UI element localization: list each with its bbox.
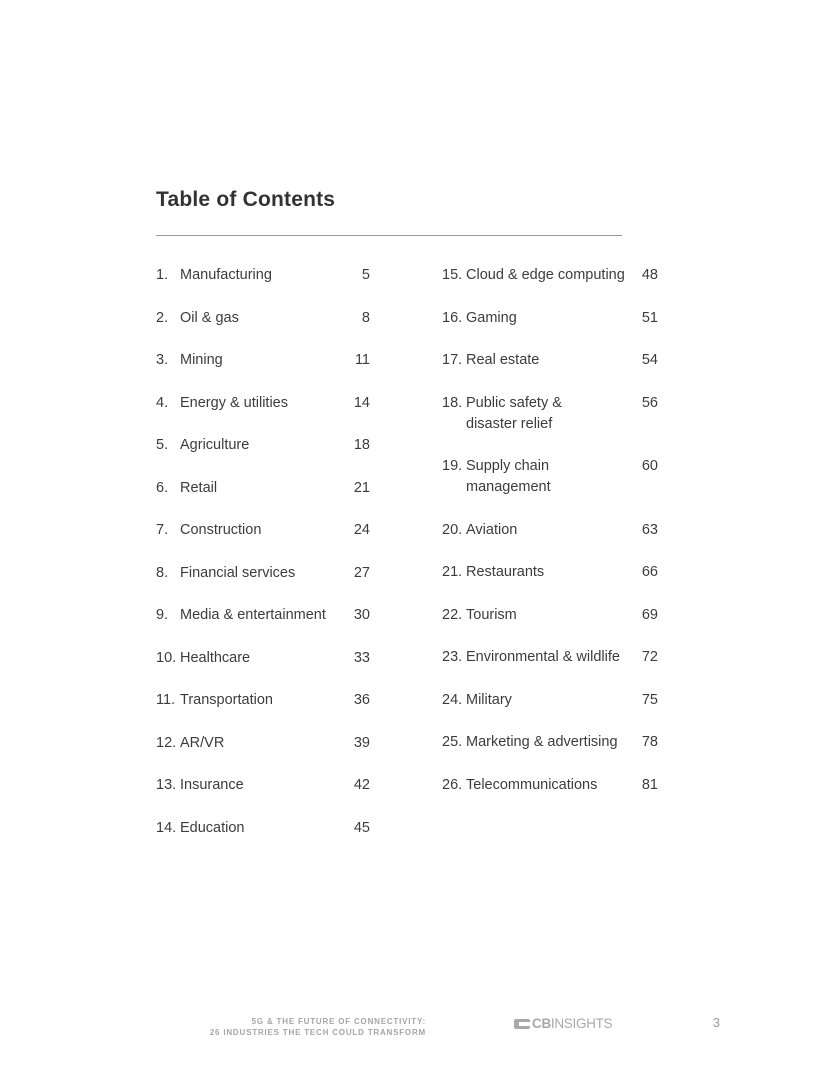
toc-entry-energy-utilities[interactable] bbox=[156, 393, 370, 435]
toc-entry-page: 36 bbox=[353, 692, 370, 708]
toc-entry-page: 42 bbox=[353, 777, 370, 793]
toc-entry-agriculture[interactable] bbox=[156, 435, 370, 478]
toc-entry-number: 19. bbox=[442, 458, 463, 474]
toc-entry-healthcare[interactable] bbox=[156, 648, 370, 690]
toc-entry-label: Retail bbox=[180, 480, 218, 496]
toc-entry-number: 11. bbox=[156, 692, 176, 708]
toc-entry-environmental-wildlife[interactable] bbox=[442, 647, 658, 690]
toc-entry-number: 9. bbox=[156, 607, 169, 623]
toc-entry-number: 3. bbox=[156, 352, 169, 368]
toc-entry-label: Insurance bbox=[180, 777, 244, 793]
toc-entry-label: Real estate bbox=[466, 352, 540, 368]
toc-entry-page: 45 bbox=[353, 820, 370, 836]
toc-entry-label: Restaurants bbox=[466, 564, 545, 580]
toc-entry-label: Gaming bbox=[466, 310, 517, 326]
toc-entry-page: 14 bbox=[353, 395, 370, 411]
toc-entry-label: Education bbox=[180, 820, 245, 836]
toc-entry-page: 27 bbox=[353, 565, 370, 581]
toc-entry-number: 15. bbox=[442, 267, 463, 283]
toc-entry-page: 81 bbox=[641, 777, 658, 793]
toc-entry-page: 54 bbox=[641, 352, 658, 368]
toc-entry-retail[interactable] bbox=[156, 478, 370, 520]
toc-entry-supply-chain[interactable] bbox=[442, 456, 658, 520]
toc-entry-page: 48 bbox=[641, 267, 658, 283]
toc-entry-restaurants[interactable] bbox=[442, 562, 658, 605]
logo-thin-part: INSIGHTS bbox=[550, 1016, 613, 1031]
toc-entry-public-safety[interactable] bbox=[442, 393, 658, 456]
toc-entry-page: 21 bbox=[353, 480, 370, 496]
toc-entry-number: 8. bbox=[156, 565, 169, 581]
toc-entry-number: 18. bbox=[442, 395, 463, 411]
toc-entry-page: 72 bbox=[641, 649, 658, 665]
toc-entry-marketing-advertising[interactable] bbox=[442, 732, 658, 775]
footer-line-2: 26 INDUSTRIES THE TECH COULD TRANSFORM bbox=[209, 1028, 426, 1037]
toc-entry-number: 24. bbox=[442, 692, 463, 708]
toc-entry-number: 14. bbox=[156, 820, 177, 836]
toc-entry-label: Media & entertainment bbox=[180, 607, 326, 623]
toc-entry-number: 12. bbox=[156, 735, 177, 751]
toc-entry-page: 75 bbox=[641, 692, 658, 708]
cbinsights-logo-text bbox=[532, 1016, 612, 1031]
toc-entry-mining[interactable] bbox=[156, 350, 370, 393]
toc-entry-manufacturing[interactable] bbox=[156, 265, 370, 308]
toc-left-column bbox=[156, 265, 370, 860]
toc-entry-number: 2. bbox=[156, 310, 169, 326]
toc-entry-label: Cloud & edge computing bbox=[466, 267, 625, 283]
toc-entry-ar-vr[interactable] bbox=[156, 733, 370, 775]
toc-entry-number: 7. bbox=[156, 522, 169, 538]
toc-entry-label: Environmental & wildlife bbox=[466, 649, 620, 665]
toc-entry-label: Mining bbox=[180, 352, 223, 368]
toc-entry-label: Construction bbox=[180, 522, 262, 538]
toc-entry-tourism[interactable] bbox=[442, 605, 658, 647]
toc-entry-aviation[interactable] bbox=[442, 520, 658, 562]
toc-entry-gaming[interactable] bbox=[442, 308, 658, 350]
toc-right-column bbox=[442, 265, 658, 817]
toc-entry-education[interactable] bbox=[156, 818, 370, 860]
toc-entry-number: 22. bbox=[442, 607, 463, 623]
toc-entry-page: 8 bbox=[361, 310, 370, 326]
toc-entry-page: 69 bbox=[641, 607, 658, 623]
toc-entry-page: 30 bbox=[353, 607, 370, 623]
toc-entry-page: 11 bbox=[354, 352, 370, 368]
toc-entry-number: 16. bbox=[442, 310, 463, 326]
footer-report-title bbox=[180, 1016, 426, 1038]
toc-entry-number: 25. bbox=[442, 734, 463, 750]
toc-entry-financial-services[interactable] bbox=[156, 563, 370, 605]
toc-entry-page: 60 bbox=[641, 458, 658, 474]
toc-entry-number: 6. bbox=[156, 480, 169, 496]
toc-entry-page: 18 bbox=[353, 437, 370, 453]
toc-entry-number: 21. bbox=[442, 564, 463, 580]
toc-entry-label: Oil & gas bbox=[180, 310, 239, 326]
toc-entry-page: 56 bbox=[641, 395, 658, 411]
logo-bold-part: CB bbox=[532, 1016, 551, 1031]
toc-entry-number: 20. bbox=[442, 522, 463, 538]
toc-entry-label: AR/VR bbox=[180, 735, 225, 751]
toc-entry-number: 4. bbox=[156, 395, 169, 411]
toc-entry-label: Aviation bbox=[466, 522, 518, 538]
toc-entry-number: 17. bbox=[442, 352, 463, 368]
toc-entry-page: 33 bbox=[353, 650, 370, 666]
toc-entry-label: Marketing & advertising bbox=[466, 734, 618, 750]
toc-entry-page: 24 bbox=[353, 522, 370, 538]
cbinsights-logo-icon bbox=[514, 1019, 530, 1029]
toc-entry-number: 26. bbox=[442, 777, 463, 793]
toc-entry-label: Agriculture bbox=[180, 437, 250, 453]
footer-line-1: 5G & THE FUTURE OF CONNECTIVITY: bbox=[251, 1017, 426, 1026]
title-divider bbox=[156, 235, 622, 236]
toc-entry-media-entertainment[interactable] bbox=[156, 605, 370, 648]
toc-entry-label: Military bbox=[466, 692, 512, 708]
toc-entry-label: Transportation bbox=[180, 692, 273, 708]
toc-entry-page: 63 bbox=[641, 522, 658, 538]
toc-entry-number: 13. bbox=[156, 777, 177, 793]
toc-entry-page: 5 bbox=[361, 267, 370, 283]
toc-entry-number: 23. bbox=[442, 649, 463, 665]
page-number: 3 bbox=[712, 1015, 720, 1030]
toc-entry-military[interactable] bbox=[442, 690, 658, 732]
toc-entry-page: 66 bbox=[641, 564, 658, 580]
toc-entry-page: 39 bbox=[353, 735, 370, 751]
toc-entry-label: Tourism bbox=[466, 607, 517, 623]
toc-entry-telecommunications[interactable] bbox=[442, 775, 658, 817]
toc-entry-page: 78 bbox=[641, 734, 658, 750]
toc-entry-label: Manufacturing bbox=[180, 267, 272, 283]
toc-entry-number: 1. bbox=[156, 267, 169, 283]
toc-entry-label: Telecommunications bbox=[466, 777, 598, 793]
toc-entry-construction[interactable] bbox=[156, 520, 370, 563]
cbinsights-logo bbox=[514, 1016, 612, 1031]
toc-entry-real-estate[interactable] bbox=[442, 350, 658, 393]
toc-entry-oil-gas[interactable] bbox=[156, 308, 370, 350]
toc-entry-insurance[interactable] bbox=[156, 775, 370, 818]
toc-entry-label: Energy & utilities bbox=[180, 395, 288, 411]
toc-entry-label: Healthcare bbox=[180, 650, 251, 666]
toc-entry-number: 5. bbox=[156, 437, 169, 453]
toc-entry-page: 51 bbox=[641, 310, 658, 326]
toc-entry-label: Supply chain management bbox=[466, 458, 551, 495]
toc-entry-cloud-edge-computing[interactable] bbox=[442, 265, 658, 308]
toc-entry-number: 10. bbox=[156, 650, 177, 666]
page-title: Table of Contents bbox=[156, 188, 336, 211]
toc-entry-transportation[interactable] bbox=[156, 690, 370, 733]
toc-entry-label: Financial services bbox=[180, 565, 296, 581]
toc-entry-label: Public safety & disaster relief bbox=[466, 395, 562, 432]
